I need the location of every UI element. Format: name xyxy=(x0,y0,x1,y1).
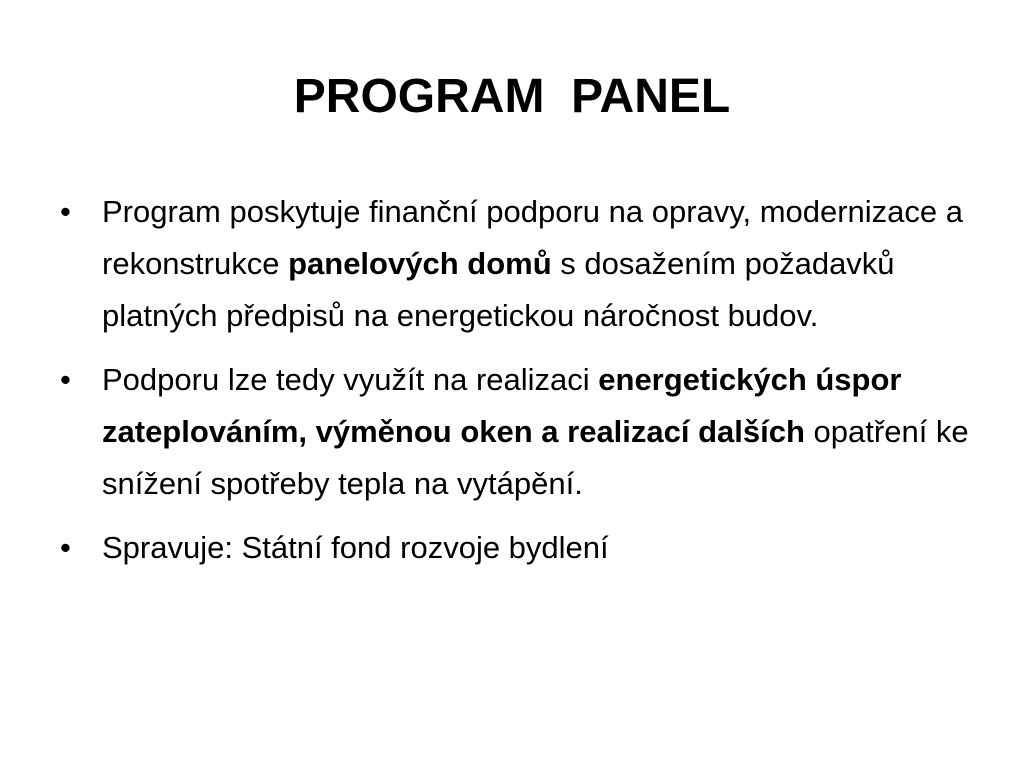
bullet-icon: • xyxy=(60,530,71,565)
bullet-item-2 xyxy=(60,354,980,510)
bullet-item-1 xyxy=(60,186,980,342)
bullet-text-plain: Podporu lze tedy využít na realizaci xyxy=(102,362,599,397)
bullet-list xyxy=(60,186,980,586)
bullet-icon: • xyxy=(60,194,71,229)
bullet-text-plain: Program poskytuje finanční podporu na opravy, modernizace a rekonstrukce xyxy=(102,194,964,281)
slide-title: PROGRAM PANEL xyxy=(293,70,731,123)
bullet-icon: • xyxy=(60,362,71,397)
bullet-item-3 xyxy=(60,522,980,574)
bullet-text-bold: panelových domů xyxy=(288,246,552,281)
bullet-text-plain: opatření ke snížení spotřeby tepla na vytápění. xyxy=(102,414,969,501)
bullet-text-plain: Spravuje: Státní fond rozvoje bydlení xyxy=(102,530,609,565)
bullet-text-bold: energetických úspor zateplováním, výměnou oken a realizací dalších xyxy=(102,362,902,449)
bullet-text-plain: s dosažením požadavků platných předpisů na energetickou náročnost budov. xyxy=(102,246,895,333)
